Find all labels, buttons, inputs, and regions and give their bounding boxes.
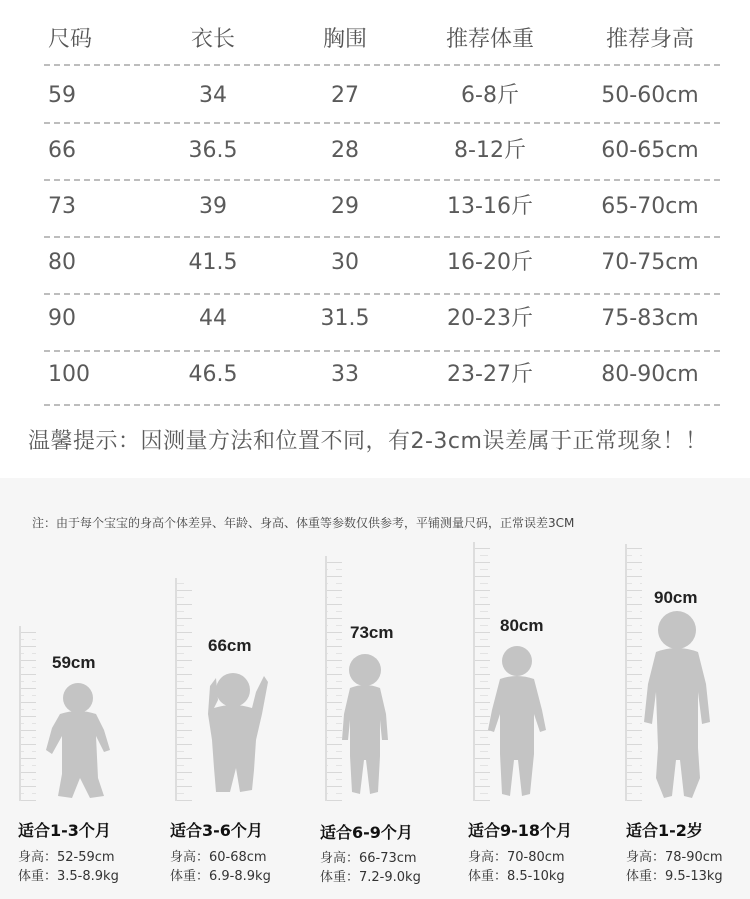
height-label: 59cm [52,653,96,672]
baby-silhouette-icon [208,673,268,792]
cell-size: 90 [48,306,76,331]
age-label: 适合9-18个月 [468,821,573,840]
disclaimer-note: 注：由于每个宝宝的身高个体差异、年龄、身高、体重等参数仅供参考，平铺测量尺码，正常误差3CM [32,516,575,530]
cell-weight: 20-23斤 [447,306,533,331]
stature-label: 身高：60-68cm [170,850,267,865]
table-divider [44,293,720,295]
height-label: 80cm [500,616,544,635]
height-ruler-icon [176,578,192,801]
table-row [0,187,750,227]
cell-size: 66 [48,138,76,163]
baby-silhouette-icon [342,654,388,794]
cell-chest: 33 [331,362,359,387]
measurement-notice: 温馨提示：因测量方法和位置不同，有2-3cm误差属于正常现象！！ [28,429,708,454]
table-row [0,299,750,339]
table-row [0,355,750,395]
cell-height: 60-65cm [601,138,699,163]
table-divider [44,122,720,124]
table-divider [44,404,720,406]
weight-label: 体重：3.5-8.9kg [18,869,119,884]
stature-label: 身高：70-80cm [468,850,565,865]
table-row [0,76,750,116]
cell-size: 59 [48,83,76,108]
table-row [0,243,750,283]
table-divider [44,236,720,238]
height-ruler-icon [474,542,490,801]
cell-chest: 30 [331,250,359,275]
cell-chest: 28 [331,138,359,163]
header-chest: 胸围 [322,27,367,52]
age-label: 适合1-3个月 [18,821,111,840]
table-divider [44,179,720,181]
baby-silhouette-icon [488,646,546,796]
height-label: 73cm [350,623,394,642]
height-ruler-icon [626,544,642,801]
cell-height: 65-70cm [601,194,699,219]
cell-height: 70-75cm [601,250,699,275]
cell-weight: 13-16斤 [447,194,533,219]
cell-weight: 23-27斤 [447,362,533,387]
age-label: 适合6-9个月 [320,823,413,842]
cell-height: 75-83cm [601,306,699,331]
weight-label: 体重：6.9-8.9kg [170,869,271,884]
cell-length: 44 [199,306,227,331]
header-length: 衣长 [190,27,235,52]
cell-length: 41.5 [188,250,238,275]
table-row [0,131,750,171]
header-height: 推荐身高 [605,27,694,52]
cell-height: 80-90cm [601,362,699,387]
baby-silhouette-icon [644,611,710,798]
stature-label: 身高：78-90cm [626,850,723,865]
height-label: 90cm [654,588,698,607]
age-label: 适合3-6个月 [170,821,263,840]
table-header-row [0,20,750,60]
cell-size: 73 [48,194,76,219]
height-ruler-icon [326,556,342,801]
cell-height: 50-60cm [601,83,699,108]
cell-chest: 27 [331,83,359,108]
stature-label: 身高：66-73cm [320,851,417,866]
weight-label: 体重：8.5-10kg [468,869,565,884]
cell-size: 80 [48,250,76,275]
height-ruler-icon [20,626,36,801]
weight-label: 体重：7.2-9.0kg [320,870,421,885]
cell-length: 36.5 [188,138,238,163]
cell-weight: 8-12斤 [454,138,526,163]
cell-size: 100 [48,362,90,387]
baby-silhouette-icon [46,683,110,798]
cell-chest: 29 [331,194,359,219]
cell-weight: 6-8斤 [461,83,519,108]
cell-length: 34 [199,83,227,108]
cell-length: 46.5 [188,362,238,387]
header-weight: 推荐体重 [445,27,534,52]
stature-label: 身高：52-59cm [18,850,115,865]
header-size: 尺码 [48,27,93,52]
table-divider [44,350,720,352]
table-divider [44,64,720,66]
weight-label: 体重：9.5-13kg [626,869,723,884]
cell-length: 39 [199,194,227,219]
cell-weight: 16-20斤 [447,250,533,275]
age-label: 适合1-2岁 [626,821,703,840]
size-guide-panel [0,478,750,899]
cell-chest: 31.5 [320,306,370,331]
height-label: 66cm [208,636,252,655]
